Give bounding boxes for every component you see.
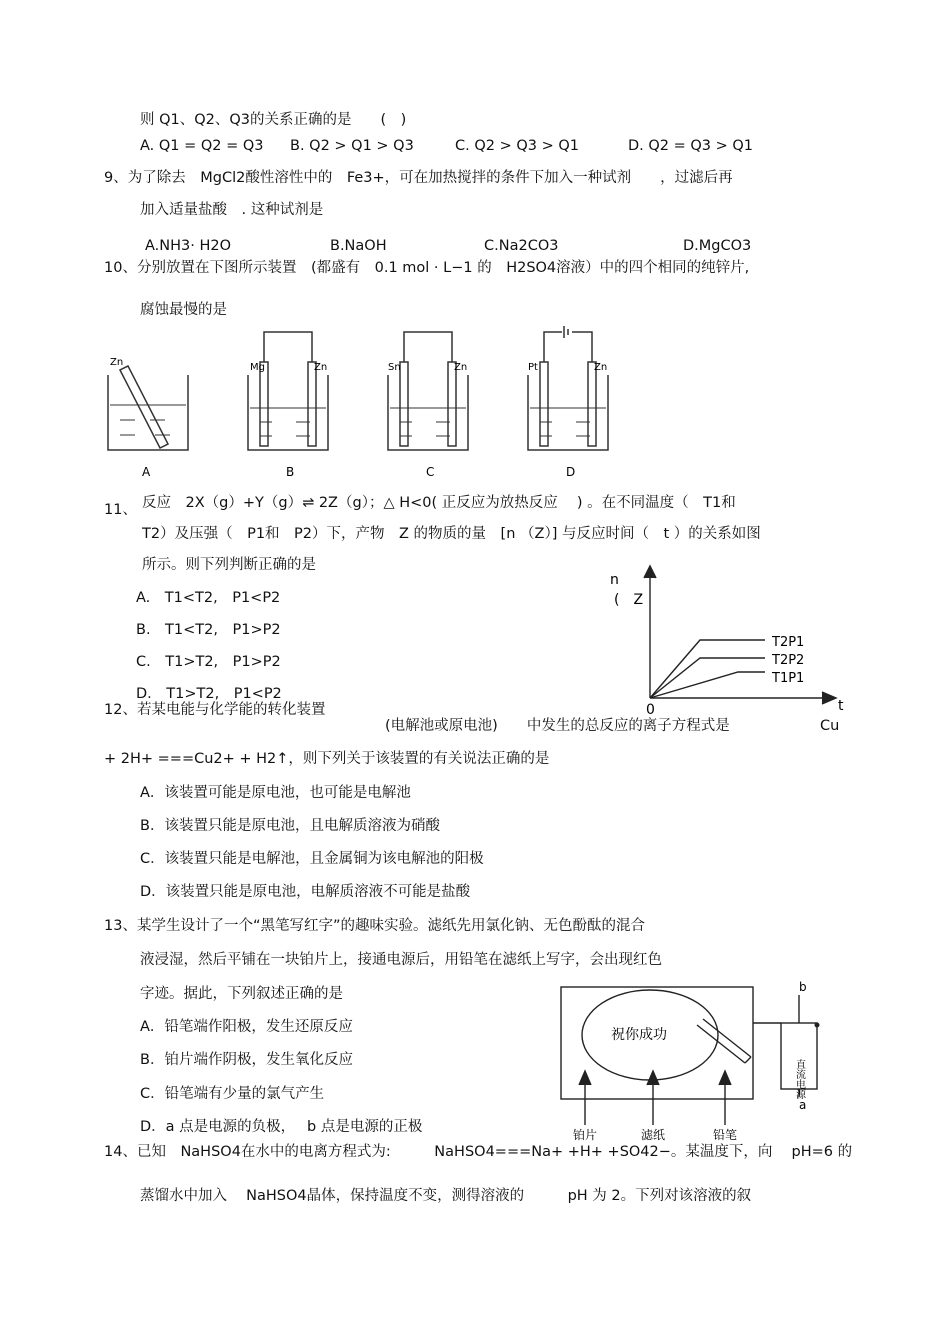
q8-option-b: B. Q2 > Q1 > Q3 [290, 138, 414, 154]
figure-c-beaker [388, 332, 468, 450]
figure-d-label: D [566, 465, 576, 479]
q12-line2: + 2H+ ===Cu2+ + H2↑，则下列关于该装置的有关说法正确的是 [104, 751, 550, 767]
q13-option-b: B．铂片端作阴极，发生氧化反应 [140, 1052, 353, 1068]
figure-b-beaker [248, 332, 328, 450]
power-source-label: 直流电源 [793, 1059, 805, 1099]
q9-option-c: C.Na2CO3 [484, 238, 559, 254]
graph-y-label-n: n [610, 572, 619, 588]
q11-line2: T2）及压强（ P1和 P2）下，产物 Z 的物质的量 [n （Z）] 与反应时间（ t ）的关系如图 [142, 526, 761, 542]
figure-a-label: A [142, 465, 151, 479]
q8-stem: 则 Q1、Q2、Q3的关系正确的是 ( ) [140, 112, 407, 128]
q11-option-b: B. T1<T2, P1>P2 [136, 622, 281, 638]
q8-option-a: A. Q1 = Q2 = Q3 [140, 138, 264, 154]
q13-line2: 液浸湿，然后平铺在一块铂片上，接通电源后，用铅笔在滤纸上写字，会出现红色 [140, 952, 662, 968]
q8-option-c: C. Q2 > Q3 > Q1 [455, 138, 579, 154]
filter-paper-text: 祝你成功 [611, 1027, 667, 1043]
label-platinum: 铂片 [573, 1128, 598, 1142]
q12-line1b: (电解池或原电池) 中发生的总反应的离子方程式是 [385, 718, 730, 734]
q12-option-b: B．该装置只能是原电池，且电解质溶液为硝酸 [140, 818, 440, 834]
point-b-label: b [799, 980, 807, 994]
graph-origin: 0 [646, 702, 655, 718]
q13-option-c: C．铅笔端有少量的氯气产生 [140, 1086, 325, 1102]
q10-line2: 腐蚀最慢的是 [140, 302, 227, 318]
q11-option-d: D. T1>T2, P1<P2 [136, 686, 282, 702]
q12-line1c: Cu [820, 718, 840, 734]
q9-option-d: D.MgCO3 [683, 238, 752, 254]
figure-b-electrode-zn: Zn [314, 362, 328, 373]
q9-line1: 9、为了除去 MgCl2酸性溶性中的 Fe3+，可在加热搅拌的条件下加入一种试剂 ，过滤后再 [104, 170, 733, 186]
graph-y-label-z: ( Z [614, 592, 644, 608]
pencil-icon [697, 1019, 751, 1063]
figure-c-electrode-sn: Sn [388, 362, 401, 373]
q12-option-d: D．该装置只能是原电池，电解质溶液不可能是盐酸 [140, 884, 471, 900]
figure-d-beaker [528, 326, 608, 450]
q13-option-a: A．铅笔端作阳极，发生还原反应 [140, 1019, 353, 1035]
q11-option-a: A. T1<T2, P1<P2 [136, 590, 281, 606]
label-filter-paper: 滤纸 [641, 1128, 666, 1142]
q13-figure [555, 975, 840, 1145]
q8-option-d: D. Q2 = Q3 > Q1 [628, 138, 754, 154]
figure-a-beaker [108, 366, 188, 450]
graph-x-label: t [838, 698, 844, 714]
graph-label-t2p2: T2P2 [772, 653, 805, 668]
graph-label-t2p1: T2P1 [772, 635, 805, 650]
label-pencil: 铅笔 [713, 1128, 738, 1142]
figure-d-electrode-zn: Zn [594, 362, 608, 373]
q11-line3: 所示。则下列判断正确的是 [142, 557, 316, 573]
figure-c-label: C [426, 465, 435, 479]
q12-option-c: C．该装置只能是电解池，且金属铜为该电解池的阳极 [140, 851, 484, 867]
curve-t2p1 [650, 640, 765, 698]
figure-b-electrode-mg: Mg [250, 362, 265, 373]
figure-d-electrode-pt: Pt [528, 362, 538, 373]
q13-line3: 字迹。据此，下列叙述正确的是 [140, 986, 343, 1002]
figure-b-label: B [286, 465, 295, 479]
q13-option-d: D．a 点是电源的负极， b 点是电源的正极 [140, 1119, 423, 1135]
graph-label-t1p1: T1P1 [772, 671, 805, 686]
q9-option-a: A.NH3· H2O [145, 238, 232, 254]
figure-a-electrode-zn: Zn [110, 357, 124, 368]
q9-option-b: B.NaOH [330, 238, 387, 254]
q14-line2: 蒸馏水中加入 NaHSO4晶体，保持温度不变，测得溶液的 pH 为 2。下列对该溶液的叙 [140, 1188, 752, 1204]
q11-number: 11、 [104, 502, 137, 518]
q9-line2: 加入适量盐酸 . 这种试剂是 [140, 202, 324, 218]
point-a-label: a [799, 1098, 807, 1112]
q12-line1a: 12、若某电能与化学能的转化装置 [104, 702, 326, 718]
q14-line1: 14、已知 NaHSO4在水中的电离方程式为: NaHSO4===Na+ +H+ +SO42−。某温度下，向 pH=6 的 [104, 1144, 853, 1160]
figure-c-electrode-zn: Zn [454, 362, 468, 373]
q12-option-a: A．该装置可能是原电池，也可能是电解池 [140, 785, 411, 801]
q11-graph [600, 560, 850, 720]
q11-line1: 反应 2X（g）+Y（g）⇌ 2Z（g）；△ H<0( 正反应为放热反应 ) 。在不同温度（ T1和 [142, 495, 736, 511]
q10-figures [100, 320, 620, 480]
q11-option-c: C. T1>T2, P1>P2 [136, 654, 281, 670]
q13-line1: 13、某学生设计了一个“黑笔写红字”的趣味实验。滤纸先用氯化钠、无色酚酞的混合 [104, 918, 645, 934]
q10-line1: 10、分别放置在下图所示装置 (都盛有 0.1 mol · L−1 的 H2SO4溶液）中的四个相同的纯锌片, [104, 260, 750, 276]
